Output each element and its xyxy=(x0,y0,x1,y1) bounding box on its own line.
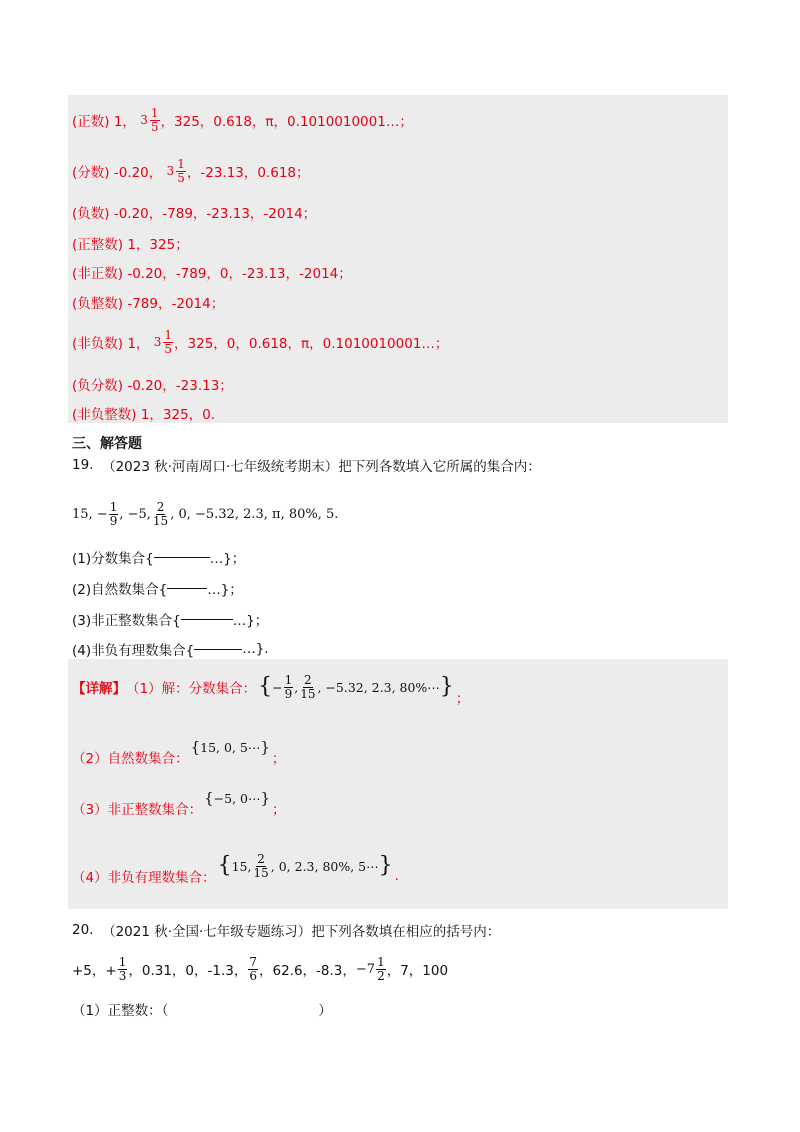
q19-solution-2: （2）自然数集合： { 15, 0, 5⋯ } ； xyxy=(72,737,286,767)
answer-line-negative-fraction: (负分数) -0.20，-23.13； xyxy=(72,378,233,394)
q20-stem: 20. （2021 秋·全国·七年级专题练习）把下列各数填在相应的括号内： xyxy=(72,922,501,940)
q19-part-4: (4)非负有理数集合{ …}. xyxy=(72,641,269,659)
q19-stem: 19. （2023 秋·河南周口·七年级统考期末）把下列各数填入它所属的集合内： xyxy=(72,457,541,475)
q19-part-1: (1)分数集合{ …}； xyxy=(72,551,246,567)
answer-line-positive: (正数) 1， 3 $\frac{1}{5}$ ，325，0.618，π，0.1010010001…； xyxy=(72,105,413,134)
set-braces: { −5, 0⋯ } xyxy=(204,788,271,807)
answer-line-nonnegative: (非负数) 1， 3 $\frac{1}{5}$ ，325，0，0.618，π，0.1010010001…； xyxy=(72,327,449,356)
q19-part-2: (2)自然数集合{ …}； xyxy=(72,582,243,598)
section-title: 三、解答题 xyxy=(72,436,142,452)
answer-blank[interactable] xyxy=(167,588,207,589)
answer-line-positive-integer: (正整数) 1，325； xyxy=(72,237,189,253)
answer-blank[interactable] xyxy=(181,619,233,620)
answer-line-nonpositive: (非正数) -0.20，-789，0，-23.13，-2014； xyxy=(72,266,352,282)
answer-line-nonnegative-integer: (非负整数) 1，325，0. xyxy=(72,407,216,423)
set-braces: { 15, $\frac{2}{15}$ , 0, 2.3, 80%, 5⋯ } xyxy=(217,851,393,880)
q19-part-3: (3)非正整数集合{ …}； xyxy=(72,613,269,629)
answer-blank[interactable] xyxy=(154,557,210,558)
answer-line-negative: (负数) -0.20，-789，-23.13，-2014； xyxy=(72,206,317,222)
mixed-number: 3 $\frac{1}{5}$ xyxy=(140,105,159,134)
answer-line-fraction: (分数) -0.20， 3 $\frac{1}{5}$ ，-23.13，0.618； xyxy=(72,156,310,185)
set-braces: { − $\frac{1}{9}$ , $\frac{2}{15}$ , −5.32, 2.3, 80%⋯ } xyxy=(258,672,454,701)
set-braces: { 15, 0, 5⋯ } xyxy=(190,737,270,756)
q19-solution-4: （4）非负有理数集合： { 15, $\frac{2}{15}$ , 0, 2.3, 80%, 5⋯ } . xyxy=(72,851,399,886)
q20-part-1: （1）正整数：（ ） xyxy=(72,1003,332,1019)
q19-solution-1: 【详解】 （1）解：分数集合： { − $\frac{1}{9}$ , $\frac{2}{15}$ , −5.32, 2.3, 80%⋯ } ； xyxy=(72,672,470,707)
q19-numbers: 15, − $\frac{1}{9}$ , −5, $\frac{2}{15}$ , 0, −5.32, 2.3, π, 80%, 5 . xyxy=(72,499,339,528)
mixed-number: 3 $\frac{1}{5}$ xyxy=(166,156,185,185)
q19-solution-3: （3）非正整数集合： { −5, 0⋯ } ； xyxy=(72,788,286,818)
q20-numbers: +5，+ $\frac{1}{3}$ ，0.31，0，-1.3， $\frac{7}{6}$ ，62.6，-8.3， −7 $\frac{1}{2}$ ，7，100 xyxy=(72,954,449,983)
answer-blank[interactable] xyxy=(194,649,242,650)
mixed-number: 3 $\frac{1}{5}$ xyxy=(153,327,173,356)
answer-line-negative-integer: (负整数) -789，-2014； xyxy=(72,296,225,312)
